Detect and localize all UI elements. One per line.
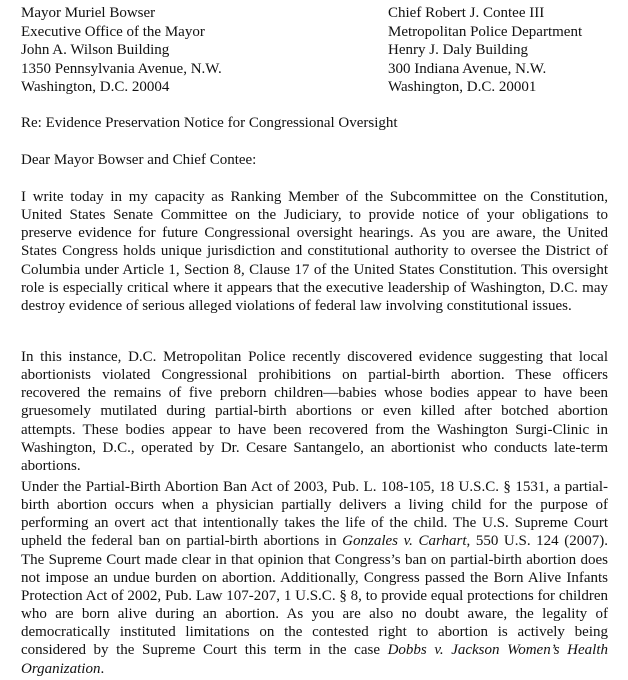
case-citation-dobbs: Dobbs v. Jackson Women’s Health Organization: [21, 642, 609, 677]
case-citation-gonzales: Gonzales v. Carhart: [342, 533, 467, 550]
recipient-office: Metropolitan Police Department: [388, 23, 583, 40]
recipient-street: 1350 Pennsylvania Avenue, N.W.: [21, 60, 222, 77]
body-paragraph-3: [21, 478, 608, 678]
recipient-address-right: [388, 4, 582, 97]
paragraph3-text: Under the Partial-Birth Abortion Ban Act of 2003, Pub. L. 108-105, 18 U.S.C. § 1531, a partial-birth abortion occurs when a physician partially delivers a living child for the purpose of performing an overt act that intentionally takes the life of the child. The U.S. Supreme Court upheld the federal ban on partial-birth abortions in: [21, 479, 608, 550]
recipient-name: Chief Robert J. Contee III: [388, 5, 545, 21]
recipient-office: Executive Office of the Mayor: [21, 23, 205, 40]
salutation: Dear Mayor Bowser and Chief Contee:: [21, 152, 257, 168]
recipient-city: Washington, D.C. 20001: [388, 79, 537, 96]
recipient-building: Henry J. Daly Building: [388, 42, 528, 59]
body-paragraph-2: In this instance, D.C. Metropolitan Police recently discovered evidence suggesting that local abortionists violated Congressional prohibitions on partial-birth abortion. These officers recovered the remains of five preborn children—babies whose bodies appear to have been gruesomely mutilated during partial-birth abortions or even killed after botched abortion attempts. These bodies appear to have been recovered from the Washington Surgi-Clinic in Washington, D.C., operated by Dr. Cesare Santangelo, an abortionist who conducts late-term abortions.: [21, 349, 608, 474]
recipient-name: Mayor Muriel Bowser: [21, 5, 156, 21]
recipient-address-left: [21, 4, 222, 97]
recipient-street: 300 Indiana Avenue, N.W.: [388, 60, 547, 77]
subject-line: Re: Evidence Preservation Notice for Congressional Oversight: [21, 115, 398, 131]
recipient-city: Washington, D.C. 20004: [21, 79, 170, 96]
paragraph3-text: .: [100, 660, 105, 677]
body-paragraph-1: I write today in my capacity as Ranking Member of the Subcommittee on the Constitution, United States Senate Committee on the Judiciary, to provide notice of your obligations to preserve evidence for future Congressional oversight hearings. As you are aware, the United States Congress holds unique jurisdiction and constitutional authority to oversee the District of Columbia under Article 1, Section 8, Clause 17 of the United States Constitution. This oversight role is especially critical where it appears that the executive leadership of Washington, D.C. may destroy evidence of serious alleged violations of federal law involving constitutional issues.: [21, 189, 608, 314]
recipient-building: John A. Wilson Building: [21, 42, 170, 59]
paragraph3-text: , 550 U.S. 124 (2007). The Supreme Court made clear in that opinion that Congress’s ban on partial-birth abortion does not impose an undue burden on abortion. Additionally, Congress passed the Born Alive Infants Protection Act of 2002, Pub. Law 107-207, 1 U.S.C. § 8, to provide equal protections for children who are born alive during an abortion. As you are also no doubt aware, the legality of democratically instituted limitations on the contested right to abortion is actively being considered by the Supreme Court this term in the case: [21, 533, 608, 659]
